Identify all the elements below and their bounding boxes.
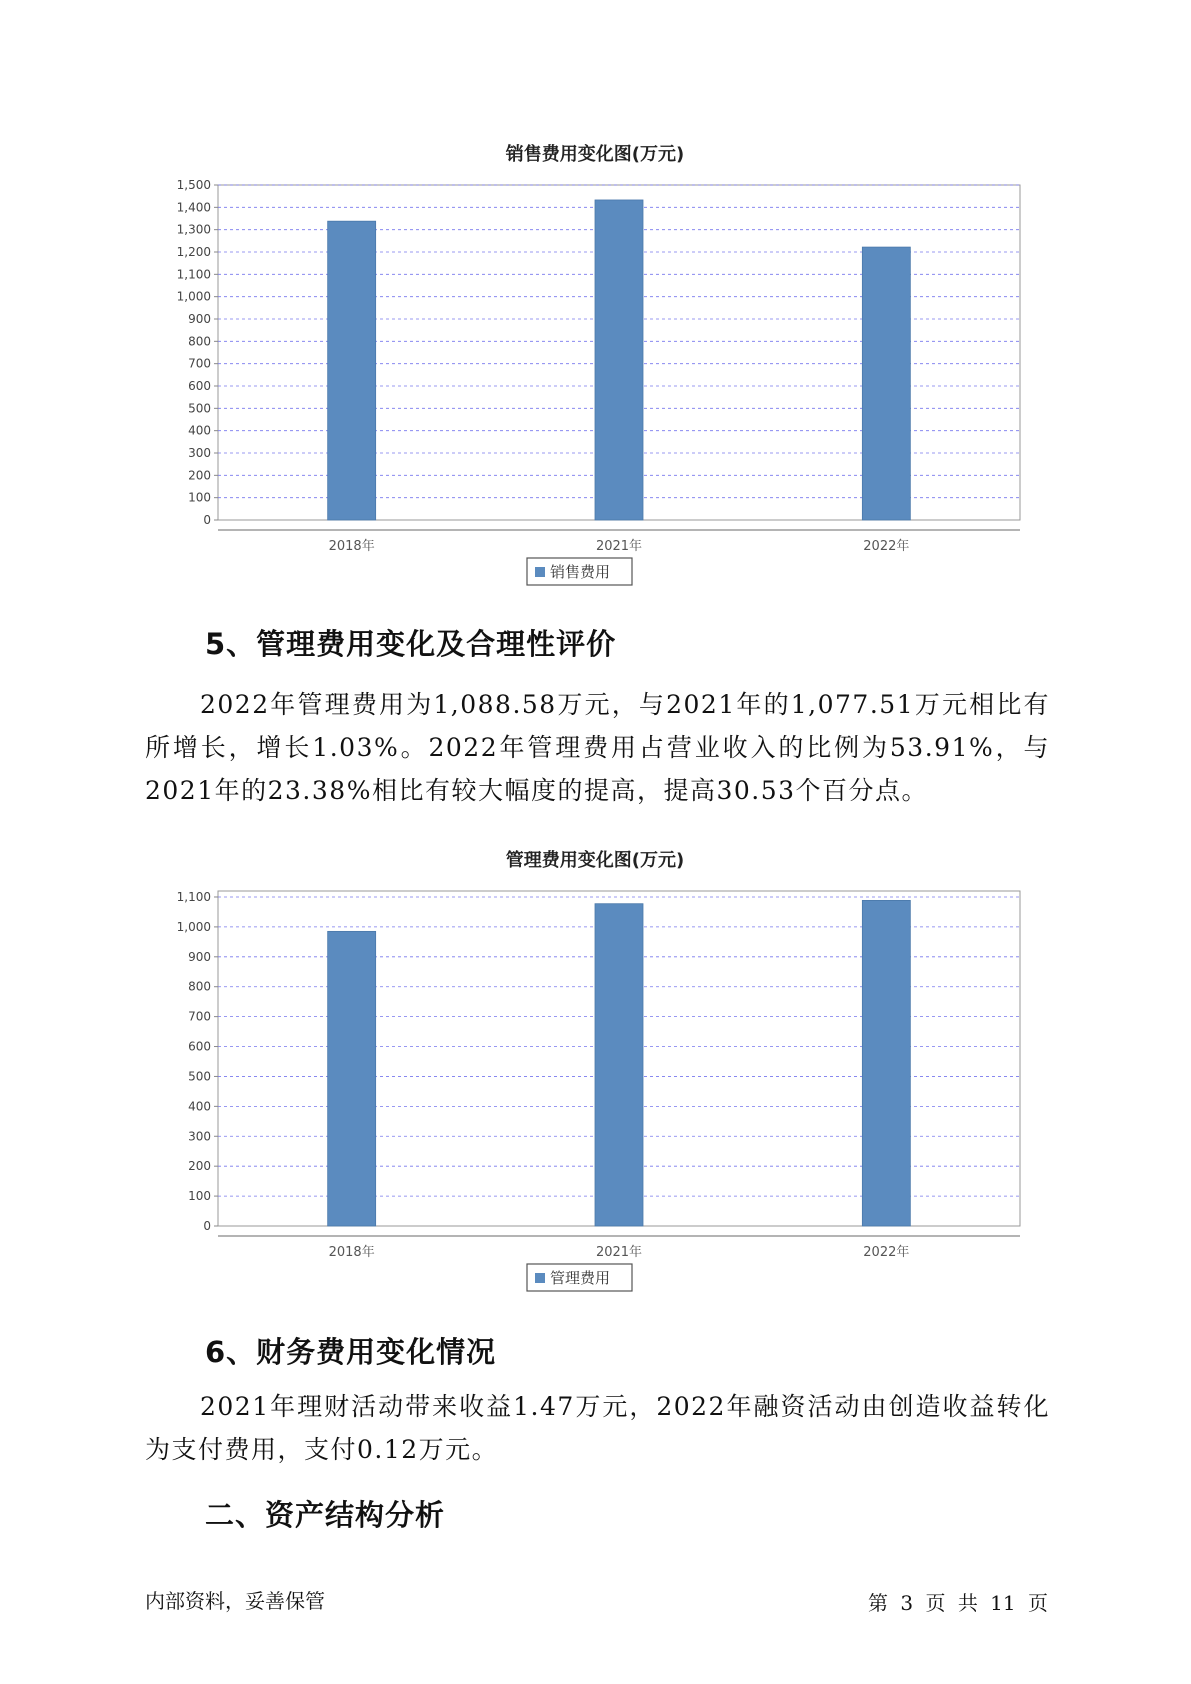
bar bbox=[595, 200, 643, 520]
y-tick-label: 1,000 bbox=[176, 919, 211, 934]
footer-page-number: 第 3 页 共 11 页 bbox=[868, 1591, 1048, 1615]
y-tick-label: 300 bbox=[188, 446, 211, 460]
y-tick-label: 900 bbox=[188, 949, 211, 964]
y-tick-label: 400 bbox=[188, 1099, 211, 1114]
chart-title: 管理费用变化图(万元) bbox=[505, 850, 685, 871]
legend-swatch bbox=[535, 567, 545, 577]
section-6-paragraph: 2021年理财活动带来收益1.47万元，2022年融资活动由创造收益转化为支付费用，支付0.12万元。 bbox=[145, 1392, 1050, 1464]
sales-expense-chart bbox=[150, 130, 1040, 581]
y-tick-label: 600 bbox=[188, 1039, 211, 1054]
y-tick-label: 1,400 bbox=[176, 200, 211, 215]
y-tick-label: 1,100 bbox=[176, 267, 211, 282]
y-tick-label: 700 bbox=[188, 356, 211, 371]
x-tick-label: 2022年 bbox=[863, 1245, 910, 1260]
x-tick-label: 2022年 bbox=[863, 539, 910, 554]
y-tick-label: 0 bbox=[203, 1219, 211, 1233]
y-tick-label: 600 bbox=[188, 379, 211, 393]
bar bbox=[595, 904, 643, 1226]
y-tick-label: 200 bbox=[188, 1159, 211, 1174]
y-tick-label: 800 bbox=[188, 334, 211, 349]
y-tick-label: 1,000 bbox=[176, 289, 211, 304]
x-tick-label: 2021年 bbox=[595, 539, 643, 554]
y-tick-label: 100 bbox=[188, 490, 211, 505]
section-5-heading: 5、管理费用变化及合理性评价 bbox=[205, 627, 617, 661]
y-tick-label: 1,300 bbox=[176, 222, 211, 237]
y-tick-label: 500 bbox=[188, 1069, 211, 1084]
y-tick-label: 800 bbox=[188, 979, 211, 994]
bar bbox=[328, 221, 376, 520]
part-2-heading: 二、资产结构分析 bbox=[205, 1498, 446, 1532]
management-expense-chart-svg bbox=[150, 836, 1040, 1287]
bar bbox=[862, 247, 910, 520]
y-tick-label: 500 bbox=[188, 401, 211, 416]
y-tick-label: 200 bbox=[188, 468, 211, 483]
y-tick-label: 0 bbox=[203, 513, 211, 527]
y-tick-label: 900 bbox=[188, 312, 211, 326]
section-5-paragraph: 2022年管理费用为1,088.58万元，与2021年的1,077.51万元相比有所增长，增长1.03%。2022年管理费用占营业收入的比例为53.91%，与2021年的23.38%相比有较大幅度的提高，提高30.53个百分点。 bbox=[145, 690, 1050, 805]
sales-expense-chart-svg bbox=[150, 130, 1040, 581]
legend-label: 销售费用 bbox=[550, 563, 611, 581]
legend-label: 管理费用 bbox=[550, 1269, 611, 1287]
x-tick-label: 2021年 bbox=[595, 1245, 643, 1260]
x-tick-label: 2018年 bbox=[328, 539, 375, 554]
bar bbox=[328, 931, 376, 1226]
footer-confidential-note: 内部资料，妥善保管 bbox=[145, 1589, 325, 1613]
y-tick-label: 1,100 bbox=[176, 889, 211, 904]
x-tick-label: 2018年 bbox=[328, 1245, 375, 1260]
management-expense-chart bbox=[150, 836, 1040, 1287]
y-tick-label: 300 bbox=[188, 1129, 211, 1144]
y-tick-label: 700 bbox=[188, 1009, 211, 1024]
section-6-heading: 6、财务费用变化情况 bbox=[205, 1335, 497, 1369]
bar bbox=[862, 900, 910, 1226]
y-tick-label: 1,500 bbox=[176, 178, 211, 192]
chart-title: 销售费用变化图(万元) bbox=[505, 144, 685, 165]
legend-swatch bbox=[535, 1273, 545, 1283]
y-tick-label: 100 bbox=[188, 1189, 211, 1204]
y-tick-label: 400 bbox=[188, 423, 211, 438]
y-tick-label: 1,200 bbox=[176, 245, 211, 259]
